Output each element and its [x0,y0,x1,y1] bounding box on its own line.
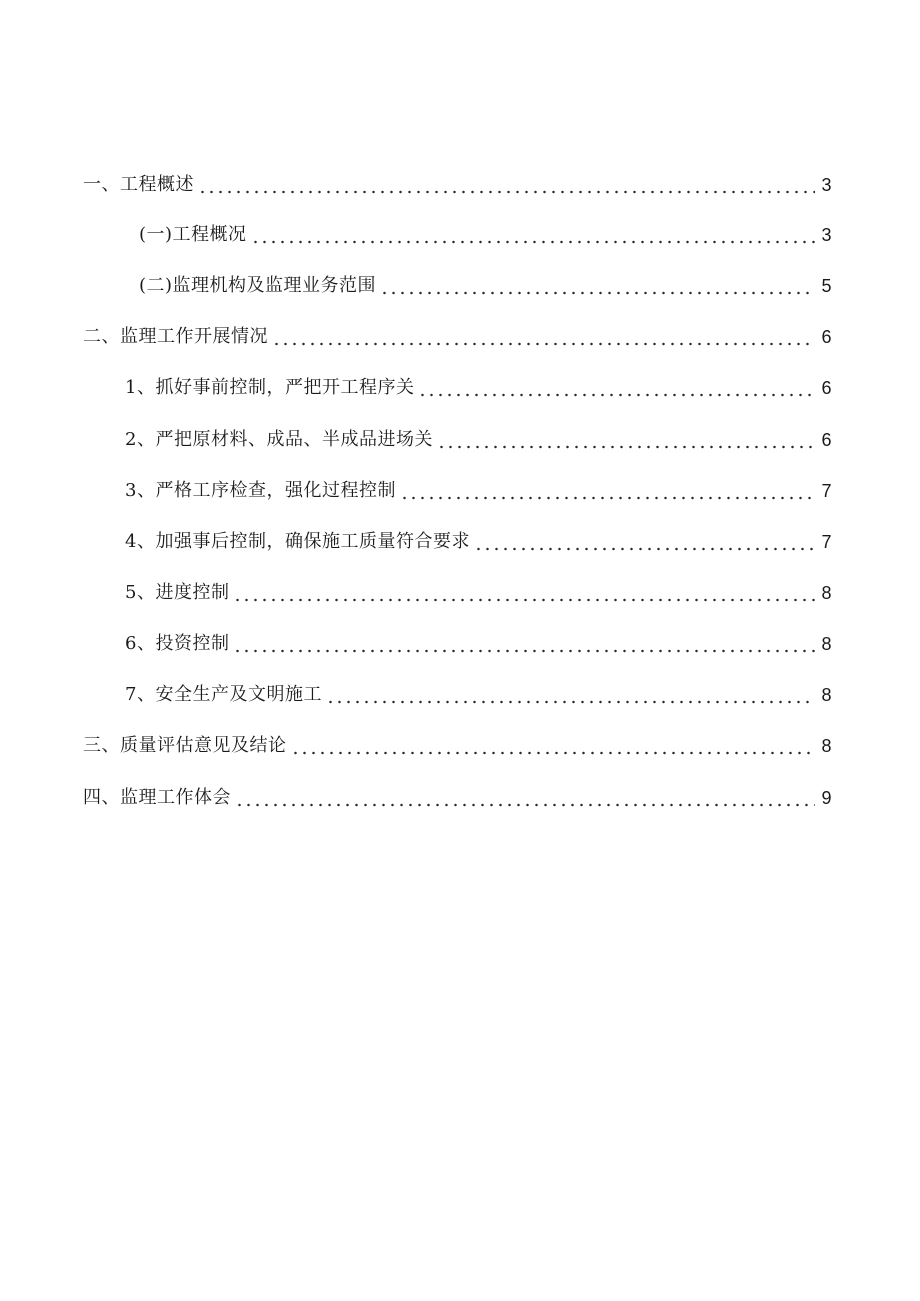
toc-entry-section-2[interactable] [83,318,832,348]
dot-leader [474,531,816,553]
toc-entry-title: (一)工程概况 [139,224,247,245]
dot-leader [326,684,816,706]
dot-leader [380,275,815,297]
toc-entry-page-number: 7 [821,532,832,552]
toc-entry-subsection-1-1[interactable] [139,216,832,246]
toc-entry-item-2-2[interactable] [125,421,832,451]
toc-entry-title: 3、严格工序检查，强化过程控制 [125,480,396,501]
toc-entry-title: 三、质量评估意见及结论 [83,735,287,756]
toc-entry-title: 7、安全生产及文明施工 [125,684,322,705]
dot-leader [291,735,816,757]
dot-leader [233,633,815,655]
toc-entry-page-number: 8 [821,685,832,705]
toc-entry-section-4[interactable] [83,779,832,809]
toc-entry-item-2-7[interactable] [125,676,832,706]
toc-entry-page-number: 8 [821,583,832,603]
toc-entry-page-number: 3 [821,175,832,195]
toc-entry-title: 4、加强事后控制，确保施工质量符合要求 [125,531,470,552]
toc-entry-page-number: 6 [821,430,832,450]
toc-entry-page-number: 3 [821,225,832,245]
toc-entry-title: 6、投资控制 [125,633,230,654]
toc-entry-page-number: 5 [821,276,832,296]
dot-leader [418,377,815,399]
toc-entry-subsection-1-2[interactable] [139,267,832,297]
toc-entry-title: 二、监理工作开展情况 [83,326,268,347]
toc-entry-page-number: 7 [821,481,832,501]
toc-entry-item-2-1[interactable] [125,369,832,399]
dot-leader [235,787,815,809]
toc-entry-item-2-4[interactable] [125,523,832,553]
toc-entry-page-number: 8 [821,634,832,654]
toc-entry-title: 2、严把原材料、成品、半成品进场关 [125,429,433,450]
toc-entry-title: 5、进度控制 [125,582,230,603]
toc-entry-item-2-6[interactable] [125,625,832,655]
dot-leader [251,224,816,246]
dot-leader [198,174,815,196]
dot-leader [233,582,815,604]
dot-leader [437,429,816,451]
toc-entry-page-number: 9 [821,788,832,808]
toc-entry-title: 四、监理工作体会 [83,787,231,808]
toc-entry-title: (二)监理机构及监理业务范围 [139,275,377,296]
dot-leader [272,326,815,348]
toc-entry-title: 1、抓好事前控制，严把开工程序关 [125,377,415,398]
toc-entry-section-3[interactable] [83,727,832,757]
toc-entry-section-1[interactable] [83,166,832,196]
toc-entry-page-number: 6 [821,378,832,398]
toc-entry-page-number: 6 [821,327,832,347]
toc-entry-page-number: 8 [821,736,832,756]
toc-entry-item-2-3[interactable] [125,472,832,502]
toc-entry-item-2-5[interactable] [125,574,832,604]
toc-entry-title: 一、工程概述 [83,174,194,195]
dot-leader [400,480,816,502]
